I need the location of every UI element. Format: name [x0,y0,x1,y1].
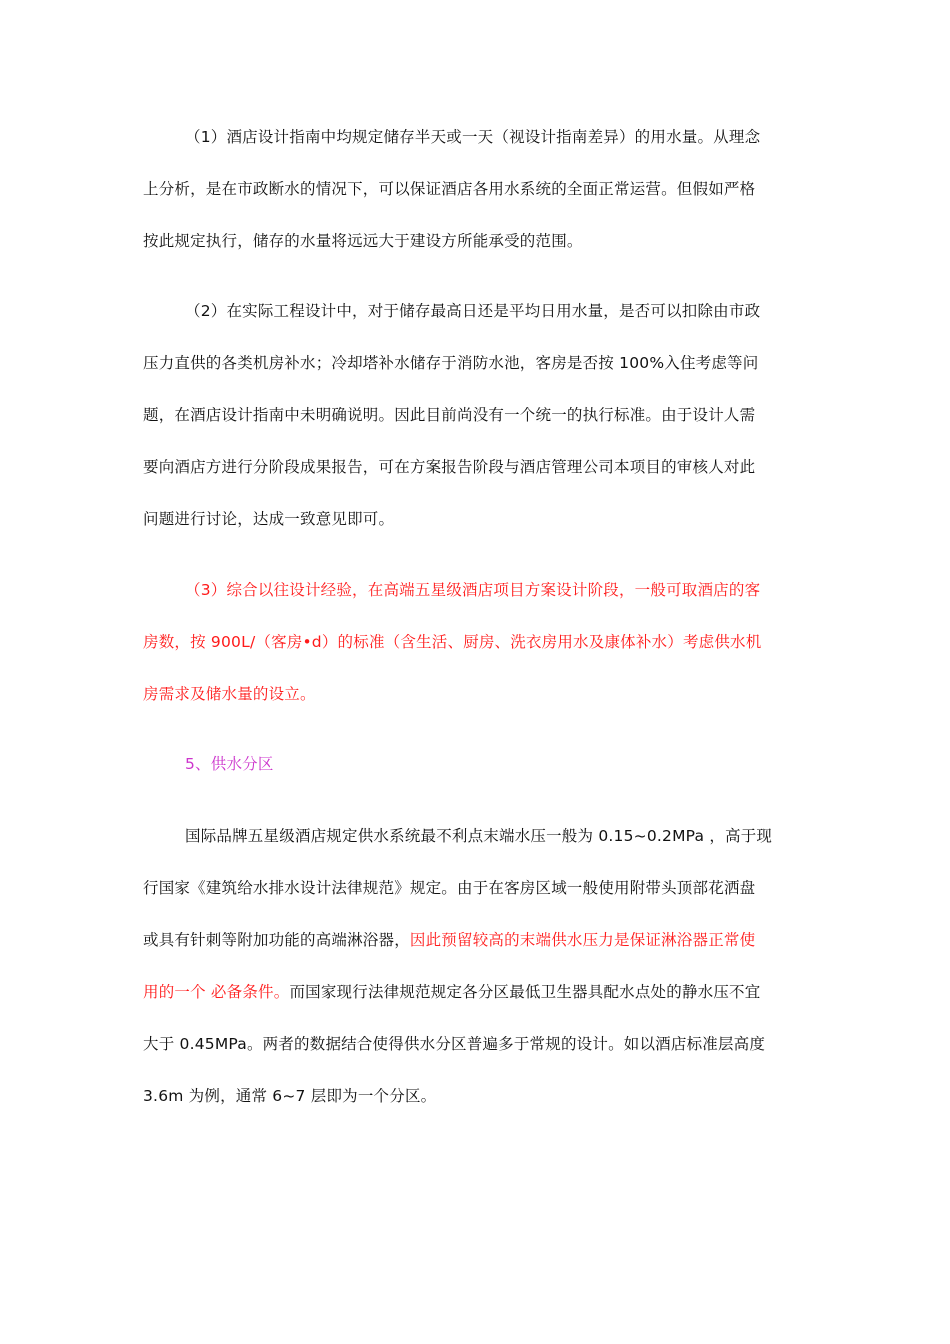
paragraph-1-line-3: 按此规定执行，储存的水量将远远大于建设方所能承受的范围。 [143,232,583,250]
paragraph-2 [143,285,807,545]
paragraph-4-line-1: 国际品牌五星级酒店规定供水系统最不利点末端水压一般为 0.15~0.2MPa ，高于现 [185,827,773,845]
paragraph-2-line-3: 题，在酒店设计指南中未明确说明。因此目前尚没有一个统一的执行标准。由于设计人需 [143,406,756,424]
paragraph-4-line-2: 行国家《建筑给水排水设计法律规范》规定。由于在客房区域一般使用附带头顶部花洒盘 [143,879,756,897]
paragraph-4-line-4-plain: 而国家现行法律规范规定各分区最低卫生器具配水点处的静水压不宜 [289,983,761,1001]
paragraph-3-line-3: 房需求及储水量的设立。 [143,685,316,703]
section-heading-text: 5、供水分区 [185,755,274,773]
section-heading [143,738,807,790]
paragraph-2-line-5: 问题进行讨论，达成一致意见即可。 [143,510,395,528]
paragraph-3-emphasis [143,564,807,720]
paragraph-4-line-6: 3.6m 为例，通常 6~7 层即为一个分区。 [143,1087,437,1105]
paragraph-1-line-2: 上分析，是在市政断水的情况下，可以保证酒店各用水系统的全面正常运营。但假如严格 [143,180,756,198]
paragraph-2-line-1: （2）在实际工程设计中，对于储存最高日还是平均日用水量，是否可以扣除由市政 [185,302,761,320]
paragraph-1-line-1: （1）酒店设计指南中均规定储存半天或一天（视设计指南差异）的用水量。从理念 [185,128,761,146]
paragraph-4-line-3-plain: 或具有针刺等附加功能的高端淋浴器， [143,931,410,949]
paragraph-3-line-2: 房数，按 900L/（客房•d）的标准（含生活、厨房、洗衣房用水及康体补水）考虑供水机 [143,633,762,651]
paragraph-4-line-4-emphasis: 用的一个 必备条件。 [143,983,290,1001]
paragraph-1 [143,111,807,267]
paragraph-4-line-5: 大于 0.45MPa。两者的数据结合使得供水分区普遍多于常规的设计。如以酒店标准层高度 [143,1035,766,1053]
paragraph-4 [143,810,807,1122]
paragraph-4-line-3-emphasis: 因此预留较高的末端供水压力是保证淋浴器正常使 [409,931,756,949]
paragraph-2-line-2: 压力直供的各类机房补水；冷却塔补水储存于消防水池，客房是否按 100%入住考虑等问 [143,354,759,372]
paragraph-2-line-4: 要向酒店方进行分阶段成果报告，可在方案报告阶段与酒店管理公司本项目的审核人对此 [143,458,756,476]
paragraph-3-line-1: （3）综合以往设计经验，在高端五星级酒店项目方案设计阶段，一般可取酒店的客 [185,581,761,599]
